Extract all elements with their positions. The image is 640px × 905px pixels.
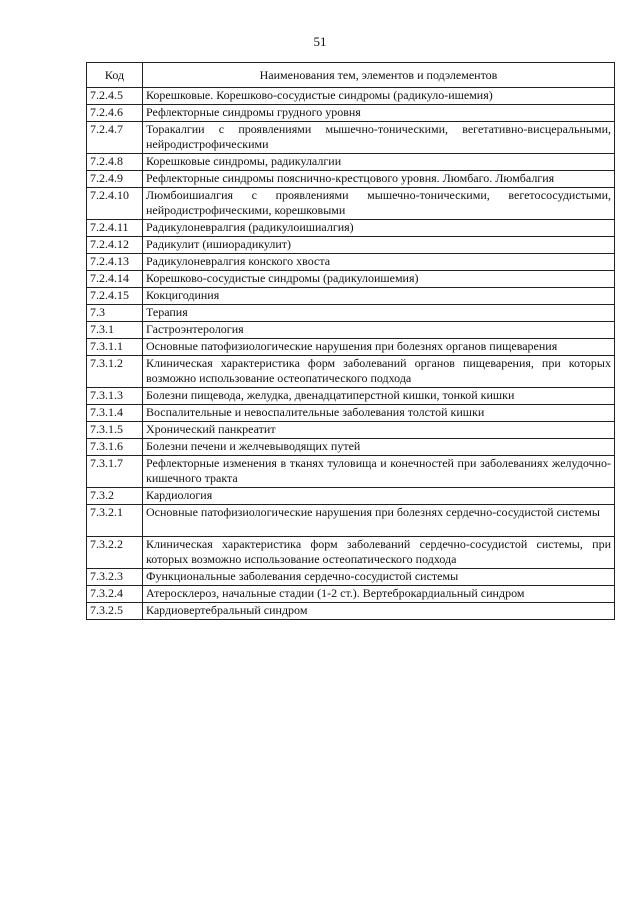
row-code: 7.2.4.7 bbox=[87, 122, 143, 154]
table-row bbox=[87, 603, 615, 620]
table-row bbox=[87, 356, 615, 388]
table-row bbox=[87, 405, 615, 422]
row-name: Радикулит (ишиорадикулит) bbox=[143, 237, 615, 254]
row-code: 7.2.4.12 bbox=[87, 237, 143, 254]
table-row bbox=[87, 488, 615, 505]
table-row bbox=[87, 339, 615, 356]
row-name: Клиническая характеристика форм заболеваний сердечно-сосудистой системы, при которых возможно использование остеопатического подхода bbox=[143, 537, 615, 569]
row-name: Рефлекторные синдромы пояснично-крестцового уровня. Люмбаго. Люмбалгия bbox=[143, 171, 615, 188]
row-name: Основные патофизиологические нарушения при болезнях сердечно-сосудистой системы bbox=[143, 505, 615, 537]
row-code: 7.3.1.2 bbox=[87, 356, 143, 388]
row-code: 7.3.2.1 bbox=[87, 505, 143, 537]
row-name: Кардиовертебральный синдром bbox=[143, 603, 615, 620]
table-row bbox=[87, 305, 615, 322]
table-row bbox=[87, 271, 615, 288]
table-row bbox=[87, 254, 615, 271]
row-name: Хронический панкреатит bbox=[143, 422, 615, 439]
row-name: Радикулоневралгия (радикулоишиалгия) bbox=[143, 220, 615, 237]
table-row bbox=[87, 505, 615, 537]
row-name: Кокцигодиния bbox=[143, 288, 615, 305]
row-code: 7.2.4.6 bbox=[87, 105, 143, 122]
row-name: Корешковые. Корешково-сосудистые синдромы (радикуло-ишемия) bbox=[143, 88, 615, 105]
row-name: Торакалгии с проявлениями мышечно-тоническими, вегетативно-висцеральными, нейродистрофическими bbox=[143, 122, 615, 154]
row-name: Болезни пищевода, желудка, двенадцатиперстной кишки, тонкой кишки bbox=[143, 388, 615, 405]
row-name: Рефлекторные изменения в тканях туловища и конечностей при заболеваниях желудочно-кишечного тракта bbox=[143, 456, 615, 488]
table-row bbox=[87, 88, 615, 105]
topics-table bbox=[86, 62, 615, 620]
row-name: Корешково-сосудистые синдромы (радикулоишемия) bbox=[143, 271, 615, 288]
row-code: 7.2.4.8 bbox=[87, 154, 143, 171]
row-code: 7.2.4.5 bbox=[87, 88, 143, 105]
row-name: Воспалительные и невоспалительные заболевания толстой кишки bbox=[143, 405, 615, 422]
row-code: 7.3.1.3 bbox=[87, 388, 143, 405]
row-name: Люмбоишиалгия с проявлениями мышечно-тоническими, вегетососудистыми, нейродистрофическими, корешковыми bbox=[143, 188, 615, 220]
row-name: Основные патофизиологические нарушения при болезнях органов пищеварения bbox=[143, 339, 615, 356]
row-code: 7.3.2.4 bbox=[87, 586, 143, 603]
row-name: Клиническая характеристика форм заболеваний органов пищеварения, при которых возможно использование остеопатического подхода bbox=[143, 356, 615, 388]
row-code: 7.2.4.13 bbox=[87, 254, 143, 271]
row-code: 7.3 bbox=[87, 305, 143, 322]
table-header-row bbox=[87, 63, 615, 88]
row-code: 7.2.4.11 bbox=[87, 220, 143, 237]
header-name: Наименования тем, элементов и подэлементов bbox=[143, 63, 615, 88]
table-row bbox=[87, 388, 615, 405]
table-row bbox=[87, 171, 615, 188]
row-code: 7.3.1.7 bbox=[87, 456, 143, 488]
row-code: 7.3.1.1 bbox=[87, 339, 143, 356]
row-name: Радикулоневралгия конского хвоста bbox=[143, 254, 615, 271]
row-code: 7.2.4.14 bbox=[87, 271, 143, 288]
row-code: 7.2.4.15 bbox=[87, 288, 143, 305]
table-row bbox=[87, 586, 615, 603]
row-code: 7.2.4.10 bbox=[87, 188, 143, 220]
table-row bbox=[87, 439, 615, 456]
header-code: Код bbox=[87, 63, 143, 88]
row-code: 7.3.2 bbox=[87, 488, 143, 505]
row-code: 7.3.1.4 bbox=[87, 405, 143, 422]
row-name: Терапия bbox=[143, 305, 615, 322]
row-name: Атеросклероз, начальные стадии (1-2 ст.). Вертеброкардиальный синдром bbox=[143, 586, 615, 603]
table-row bbox=[87, 237, 615, 254]
row-code: 7.3.1.6 bbox=[87, 439, 143, 456]
row-name: Функциональные заболевания сердечно-сосудистой системы bbox=[143, 569, 615, 586]
row-name: Кардиология bbox=[143, 488, 615, 505]
row-name: Гастроэнтерология bbox=[143, 322, 615, 339]
row-code: 7.3.2.5 bbox=[87, 603, 143, 620]
table-row bbox=[87, 456, 615, 488]
row-code: 7.3.1 bbox=[87, 322, 143, 339]
row-code: 7.2.4.9 bbox=[87, 171, 143, 188]
row-name: Болезни печени и желчевыводящих путей bbox=[143, 439, 615, 456]
row-code: 7.3.2.2 bbox=[87, 537, 143, 569]
table-row bbox=[87, 154, 615, 171]
row-code: 7.3.1.5 bbox=[87, 422, 143, 439]
row-name: Корешковые синдромы, радикулалгии bbox=[143, 154, 615, 171]
table-row bbox=[87, 322, 615, 339]
table-row bbox=[87, 105, 615, 122]
table-row bbox=[87, 422, 615, 439]
page-number: 51 bbox=[313, 34, 327, 49]
table-row bbox=[87, 220, 615, 237]
table-row bbox=[87, 122, 615, 154]
table-row bbox=[87, 288, 615, 305]
table-row bbox=[87, 537, 615, 569]
row-code: 7.3.2.3 bbox=[87, 569, 143, 586]
row-name: Рефлекторные синдромы грудного уровня bbox=[143, 105, 615, 122]
table-row bbox=[87, 188, 615, 220]
table-row bbox=[87, 569, 615, 586]
